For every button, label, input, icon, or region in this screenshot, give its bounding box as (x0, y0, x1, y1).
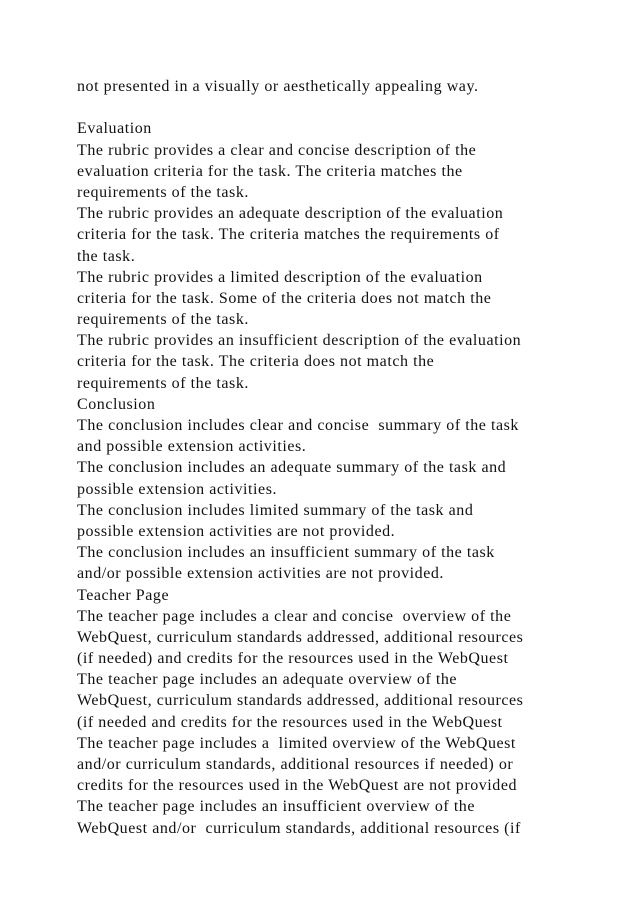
text-line: The teacher page includes a clear and concise overview of the (77, 607, 512, 625)
text-line: WebQuest, curriculum standards addressed, additional resources (77, 692, 524, 710)
text-line: not presented in a visually or aesthetically appealing way. (77, 78, 479, 95)
text-line: possible extension activities are not provided. (77, 522, 396, 540)
text-line: the task. (77, 247, 136, 265)
text-line: requirements of the task. (77, 183, 249, 201)
text-line: The conclusion includes an adequate summary of the task and (77, 459, 507, 477)
text-line: WebQuest and/or curriculum standards, additional resources (if (77, 819, 521, 837)
text-line: The conclusion includes an insufficient summary of the task (77, 544, 495, 562)
text-line: The conclusion includes clear and concise summary of the task (77, 417, 519, 434)
text-line: The rubric provides an insufficient description of the evaluation (77, 332, 522, 350)
text-line: (if needed and credits for the resources used in the WebQuest (77, 713, 503, 731)
text-line: evaluation criteria for the task. The criteria matches the (77, 162, 463, 180)
text-line: The rubric provides an adequate description of the evaluation (77, 205, 504, 223)
text-line: (if needed) and credits for the resources used in the WebQuest (77, 650, 509, 668)
text-line: and/or possible extension activities are not provided. (77, 565, 444, 583)
text-line: possible extension activities. (77, 480, 278, 498)
text-line: WebQuest, curriculum standards addressed, additional resources (77, 628, 524, 646)
text-line: criteria for the task. Some of the criteria does not match the (77, 289, 492, 307)
text-line: The teacher page includes a limited overview of the WebQuest (77, 734, 516, 752)
section-heading-teacher-page: Teacher Page (77, 586, 170, 604)
section-heading-conclusion: Conclusion (77, 395, 156, 413)
text-line: credits for the resources used in the WebQuest are not provided (77, 777, 518, 795)
text-line: The teacher page includes an insufficient overview of the (77, 798, 476, 816)
text-line: The rubric provides a limited description of the evaluation (77, 268, 483, 286)
text-line: The teacher page includes an adequate overview of the (77, 671, 458, 689)
text-line: requirements of the task. (77, 311, 249, 329)
text-line: requirements of the task. (77, 374, 249, 392)
section-heading-evaluation: Evaluation (77, 120, 152, 138)
text-line: The conclusion includes limited summary of the task and (77, 501, 474, 519)
text-line: and possible extension activities. (77, 438, 307, 456)
blank-line (77, 97, 617, 118)
text-line: criteria for the task. The criteria matches the requirements of (77, 226, 500, 244)
text-line: criteria for the task. The criteria does not match the (77, 353, 435, 371)
text-line: The rubric provides a clear and concise description of the (77, 141, 477, 159)
document-text (77, 76, 617, 839)
text-line: and/or curriculum standards, additional resources if needed) or (77, 756, 514, 773)
